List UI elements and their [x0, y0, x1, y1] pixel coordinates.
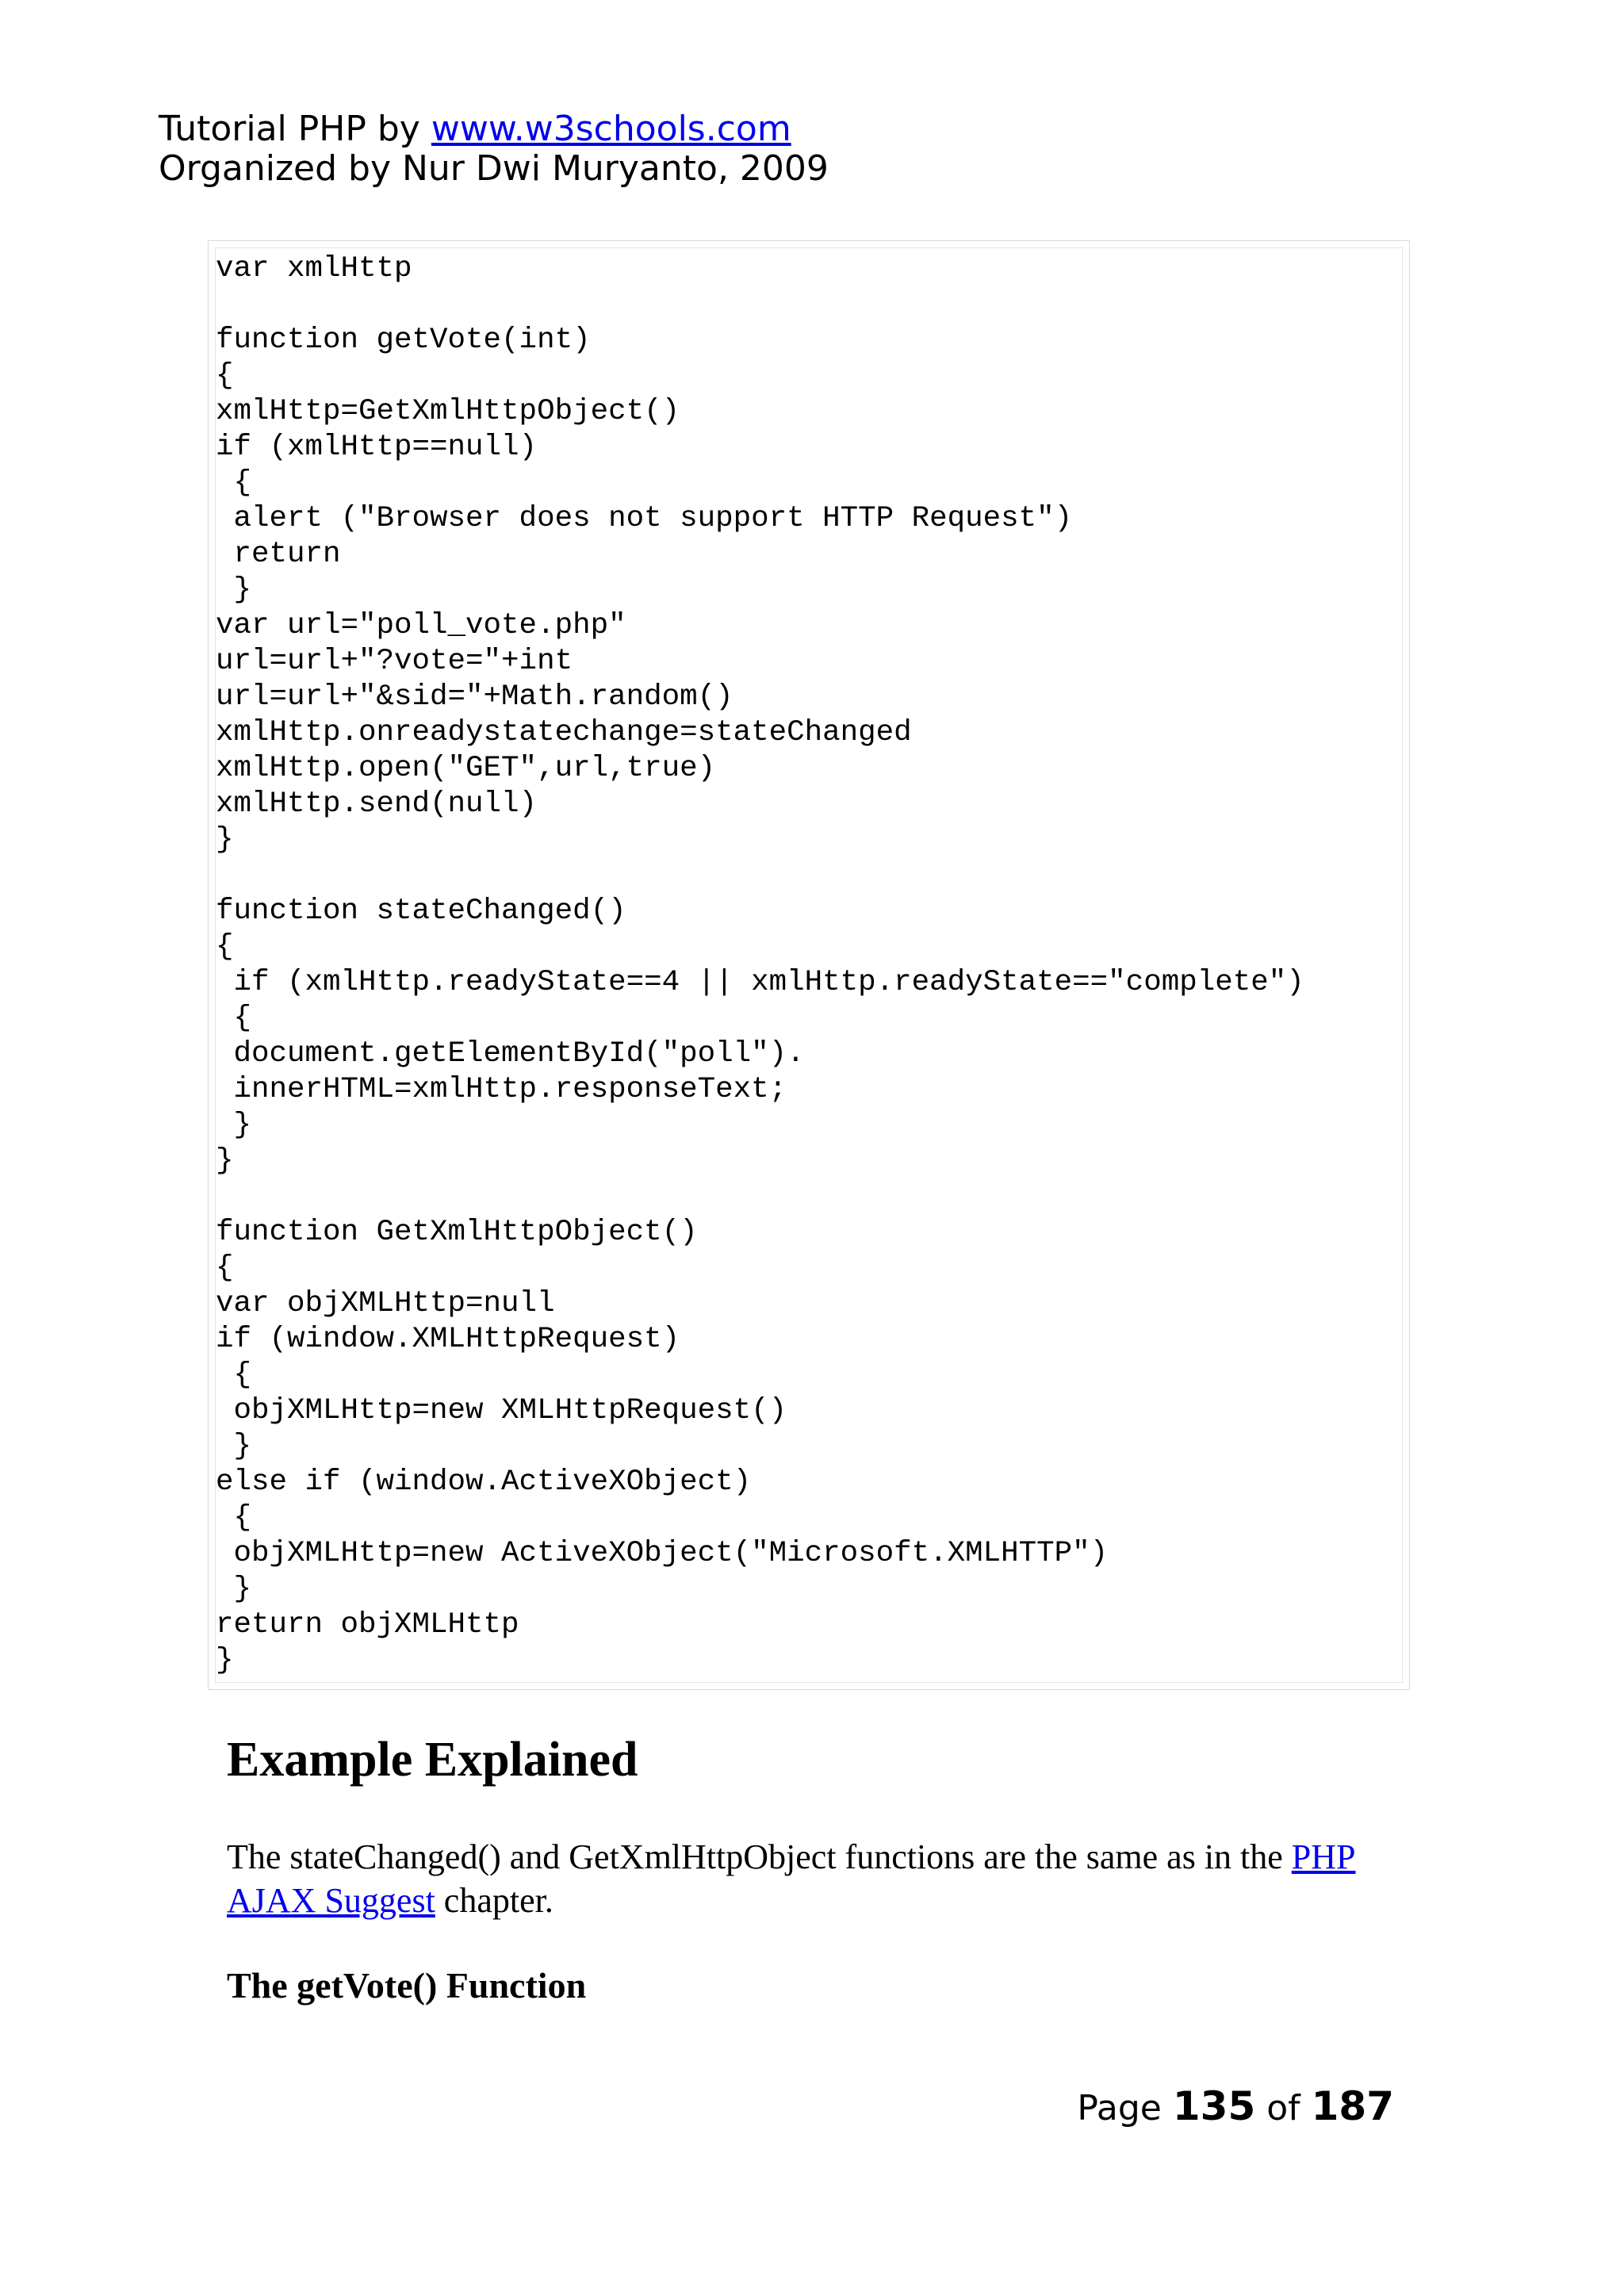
header-line-1 [159, 109, 829, 149]
code-block: var xmlHttp function getVote(int) { xmlHttp=GetXmlHttpObject() if (xmlHttp==null) { alert ("Browser does not support HTTP Request") return } var url="poll_vote.php" url=url+"?vote="+int url=url+"&sid="+Math.random() xmlHttp.onreadystatechange=stateChanged xmlHttp.open("GET",url,true) xmlHttp.send(null) } function stateChanged() { if (xmlHttp.readyState==4 || xmlHttp.readyState=="complete") { document.getElementById("poll"). innerHTML=xmlHttp.responseText; } } function GetXmlHttpObject() { var objXMLHttp=null if (window.XMLHttpRequest) { objXMLHttp=new XMLHttpRequest() } else if (window.ActiveXObject) { objXMLHttp=new ActiveXObject("Microsoft.XMLHTTP") } return objXMLHttp } [216, 252, 1304, 1677]
w3schools-link[interactable]: www.w3schools.com [431, 109, 791, 149]
paragraph-text-after: chapter. [435, 1881, 553, 1920]
section-heading: Example Explained [227, 1733, 638, 1787]
current-page: 135 [1172, 2083, 1256, 2129]
page-header [159, 109, 829, 189]
header-line-2: Organized by Nur Dwi Muryanto, 2009 [159, 148, 829, 189]
paragraph-text-before: The stateChanged() and GetXmlHttpObject functions are the same as in the [227, 1837, 1292, 1876]
explanation-paragraph [227, 1835, 1416, 1922]
page-label: Page [1077, 2088, 1173, 2128]
total-pages: 187 [1311, 2083, 1394, 2129]
php-ajax-suggest-link[interactable]: PHP AJAX Suggest [227, 1837, 1356, 1920]
header-title: Tutorial PHP by [159, 109, 431, 149]
subheading: The getVote() Function [227, 1965, 587, 2006]
page-number [1077, 2084, 1394, 2131]
of-label: of [1255, 2088, 1312, 2128]
